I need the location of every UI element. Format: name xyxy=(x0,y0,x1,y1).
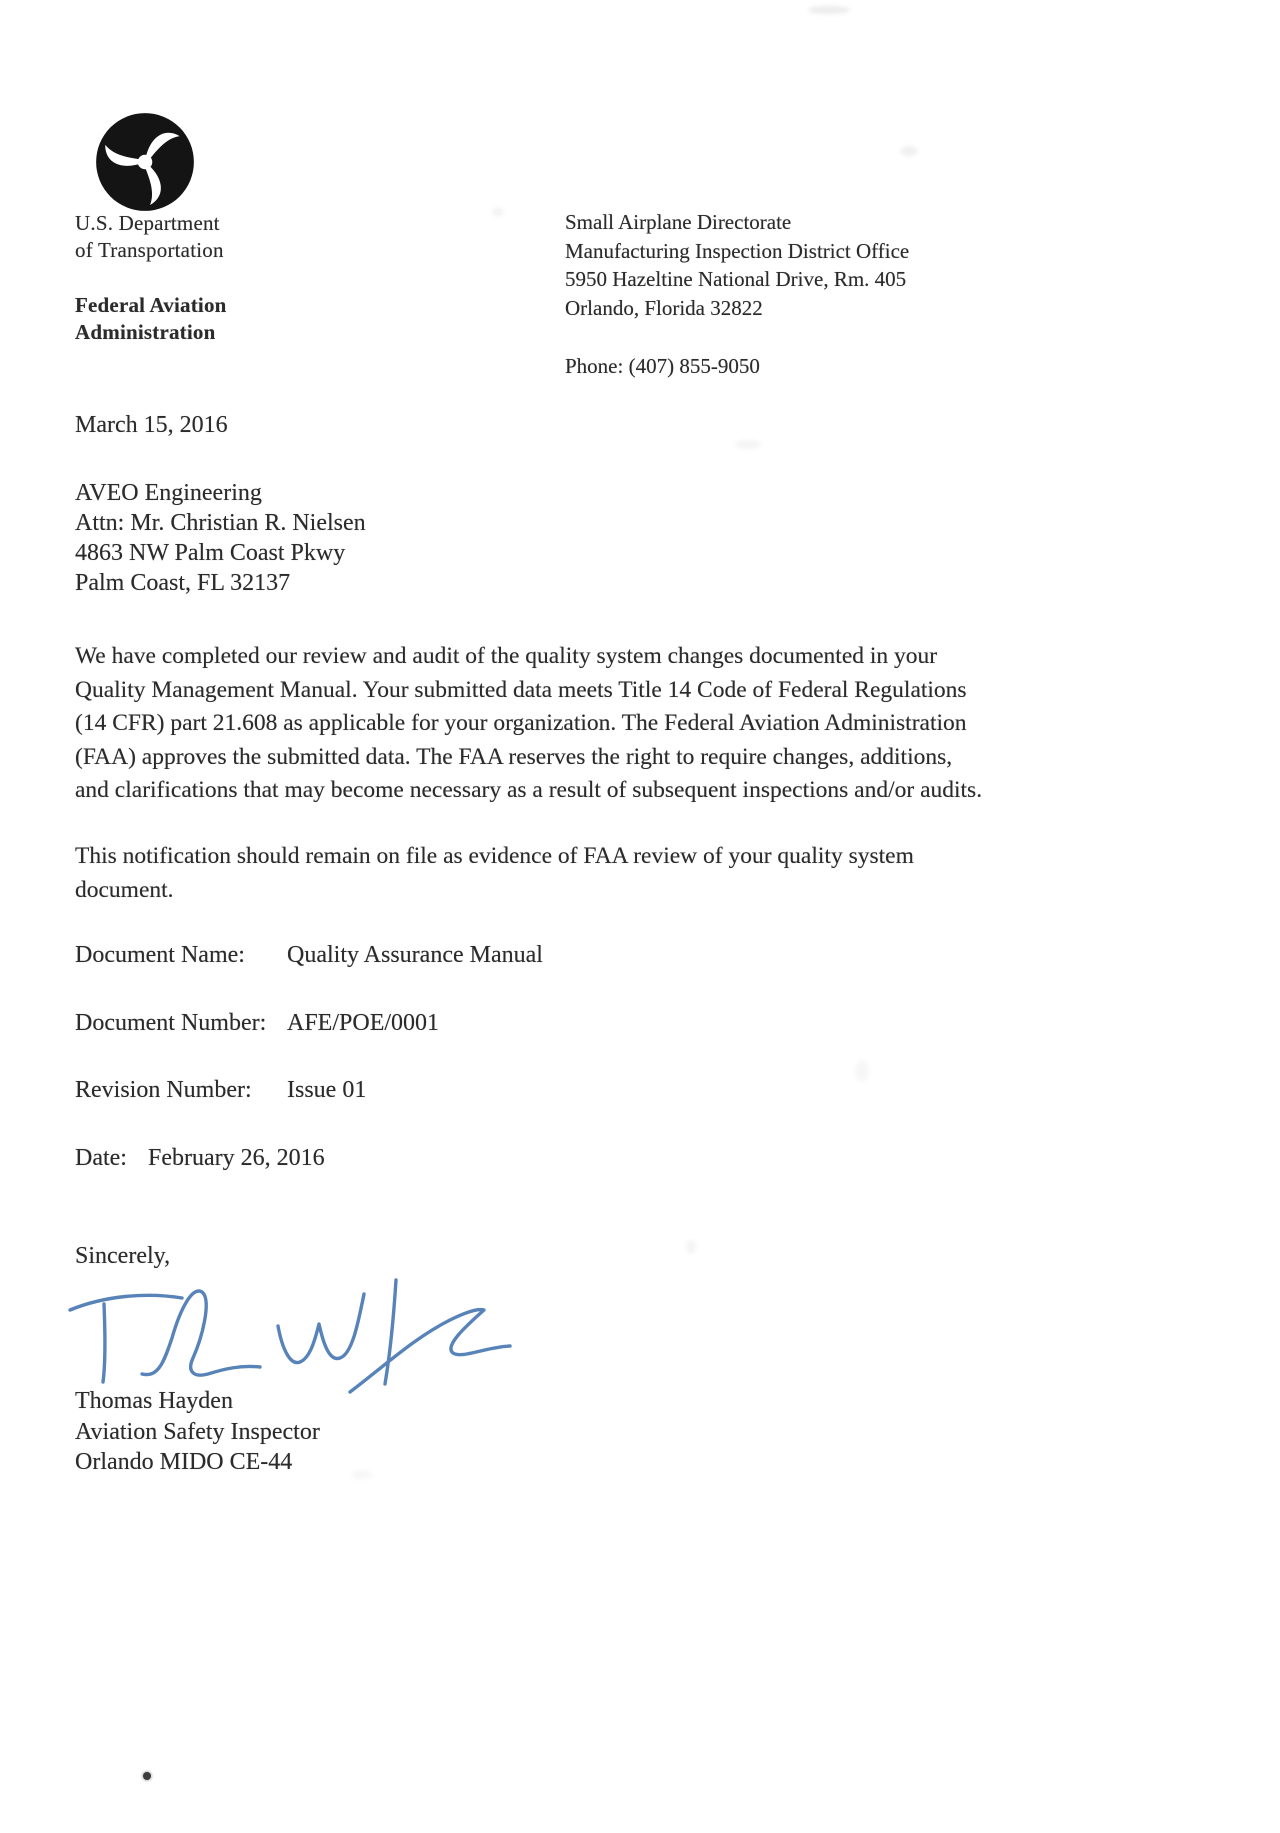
signer-office: Orlando MIDO CE-44 xyxy=(75,1449,293,1475)
field-value: Quality Assurance Manual xyxy=(287,942,543,968)
agency-line-1: Federal Aviation xyxy=(75,293,227,317)
scan-smudge xyxy=(686,1240,696,1254)
signer-name: Thomas Hayden xyxy=(75,1388,233,1414)
scan-smudge xyxy=(808,6,850,14)
scan-smudge xyxy=(855,1060,869,1082)
letterhead-office-address xyxy=(565,208,909,381)
field-document-name xyxy=(75,942,975,972)
office-line: 5950 Hazeltine National Drive, Rm. 405 xyxy=(565,267,907,291)
field-value: Issue 01 xyxy=(287,1077,367,1103)
signature-block xyxy=(75,1386,320,1478)
office-line: Orlando, Florida 32822 xyxy=(565,295,763,320)
recipient-line: 4863 NW Palm Coast Pkwy xyxy=(75,540,346,566)
signer-title: Aviation Safety Inspector xyxy=(75,1418,320,1445)
scan-smudge xyxy=(900,146,918,156)
scan-smudge xyxy=(492,208,504,216)
recipient-line: AVEO Engineering xyxy=(75,480,262,506)
scan-dot-artifact xyxy=(143,1772,151,1780)
body-line: This notification should remain on file as evidence of FAA review of your quality system xyxy=(75,843,914,869)
field-value: AFE/POE/0001 xyxy=(287,1010,440,1036)
dept-line-1: U.S. Department xyxy=(75,211,220,235)
field-label: Revision Number: xyxy=(75,1077,252,1103)
office-line: Manufacturing Inspection District Office xyxy=(565,238,910,263)
letterhead-department xyxy=(75,210,224,264)
office-phone: Phone: (407) 855-9050 xyxy=(565,354,760,378)
us-dot-logo xyxy=(93,110,197,214)
field-document-number xyxy=(75,1010,975,1040)
recipient-line: Palm Coast, FL 32137 xyxy=(75,570,291,596)
field-label: Date: xyxy=(75,1145,127,1171)
body-line: (14 CFR) part 21.608 as applicable for your organization. The Federal Aviation Administration xyxy=(75,710,967,736)
body-line: We have completed our review and audit of the quality system changes documented in your xyxy=(75,643,938,669)
dept-line-2: of Transportation xyxy=(75,238,224,262)
office-line: Small Airplane Directorate xyxy=(565,210,792,234)
field-label: Document Name: xyxy=(75,942,245,968)
body-paragraph-2 xyxy=(75,840,914,907)
us-dot-triskelion-icon xyxy=(93,110,197,214)
body-line: Quality Management Manual. Your submitted data meets Title 14 Code of Federal Regulations xyxy=(75,676,967,703)
agency-line-2: Administration xyxy=(75,320,216,344)
field-revision-number xyxy=(75,1077,975,1107)
recipient-line: Attn: Mr. Christian R. Nielsen xyxy=(75,510,366,536)
body-line: and clarifications that may become necessary as a result of subsequent inspections and/or audits. xyxy=(75,777,983,803)
field-value: February 26, 2016 xyxy=(147,1145,325,1171)
body-line: document. xyxy=(75,876,174,903)
letter-date: March 15, 2016 xyxy=(75,412,228,438)
letterhead-agency xyxy=(75,292,227,346)
body-line: (FAA) approves the submitted data. The FAA reserves the right to require changes, additions, xyxy=(75,743,953,770)
body-paragraph-1 xyxy=(75,640,982,808)
field-date xyxy=(75,1145,975,1175)
recipient-address xyxy=(75,478,366,598)
field-label: Document Number: xyxy=(75,1010,267,1036)
scan-smudge xyxy=(735,440,761,449)
closing-salutation: Sincerely, xyxy=(75,1243,171,1269)
scan-smudge xyxy=(352,1470,372,1479)
